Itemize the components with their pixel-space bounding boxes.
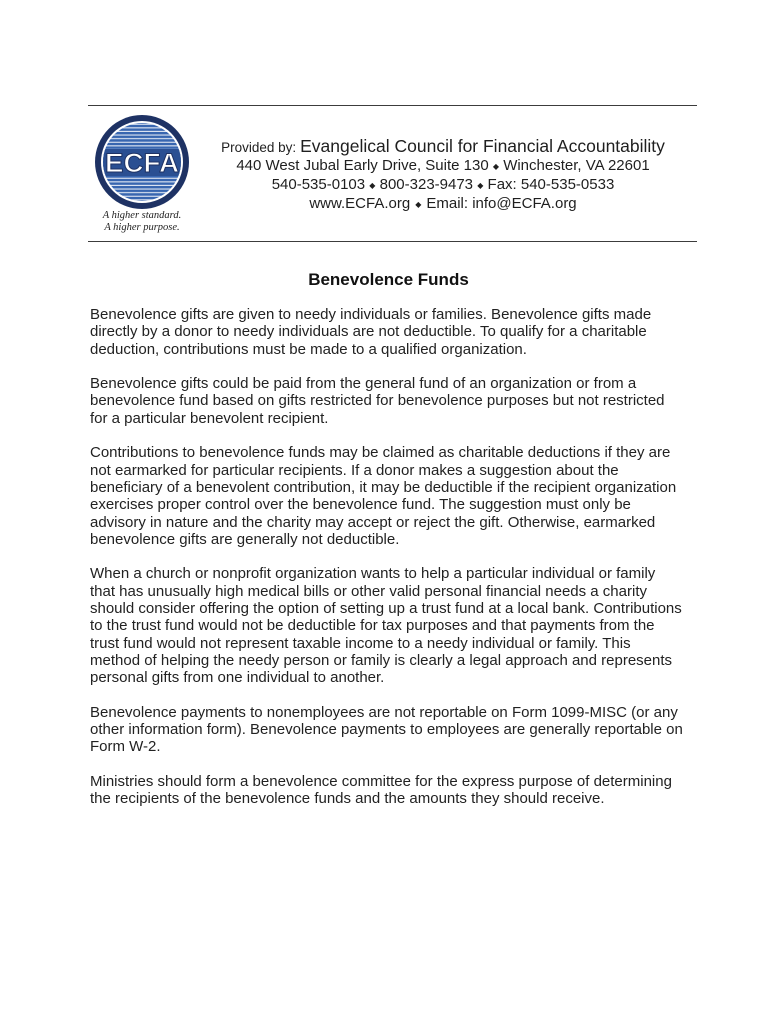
- tagline-line: A higher purpose.: [104, 222, 180, 233]
- paragraph-line: personal gifts from one individual to another.: [90, 669, 385, 687]
- street-address: 440 West Jubal Early Drive, Suite 130: [236, 157, 489, 174]
- diamond-separator: ◆: [415, 200, 422, 209]
- diamond-separator: ◆: [369, 181, 376, 190]
- document-title: Benevolence Funds: [308, 270, 469, 289]
- address-line: [200, 156, 686, 175]
- paragraph: [90, 565, 710, 686]
- toll-free-number: 800-323-9473: [379, 176, 474, 193]
- provider-line: [200, 137, 686, 156]
- paragraph-line: benevolence gifts are generally not deductible.: [90, 530, 400, 548]
- paragraph-line: exercises proper control over the benevolence fund. The suggestion must only be: [90, 496, 631, 514]
- ecfa-logo: [94, 114, 190, 210]
- paragraph-line: benevolence fund based on gifts restricted for benevolence purposes but not restricted: [90, 392, 665, 410]
- header-bottom-rule: [88, 241, 697, 242]
- paragraph-line: Form W-2.: [90, 738, 161, 756]
- paragraph: [90, 375, 710, 427]
- web-line: [200, 194, 686, 213]
- paragraph-line: for a particular benevolent recipient.: [90, 409, 329, 427]
- paragraph-line: beneficiary of a benevolent contribution, it may be deductible if the recipient organization: [90, 478, 677, 496]
- paragraph-line: deduction, contributions must be made to a qualified organization.: [90, 340, 527, 358]
- phone-number: 540-535-0103: [271, 176, 366, 193]
- provided-by-label: Provided by:: [221, 140, 297, 155]
- paragraph-line: advisory in nature and the charity may accept or reject the gift. Otherwise, earmarked: [90, 513, 656, 531]
- header-top-rule: [88, 105, 697, 106]
- website: www.ECFA.org: [309, 195, 411, 212]
- paragraph-line: the recipients of the benevolence funds and the amounts they should receive.: [90, 790, 605, 808]
- paragraph-line: that has unusually high medical bills or other valid personal financial needs a charity: [90, 582, 647, 600]
- phone-line: [200, 175, 686, 194]
- fax-number: Fax: 540-535-0533: [487, 176, 615, 193]
- paragraph-line: directly by a donor to needy individuals are not deductible. To qualify for a charitable: [90, 323, 647, 341]
- paragraph: [90, 773, 710, 808]
- tagline-line: A higher standard.: [102, 210, 182, 221]
- paragraph-line: method of helping the needy person or family is clearly a legal approach and represents: [90, 651, 673, 669]
- paragraph-line: trust fund would not represent taxable income to a needy individual or family. This: [90, 634, 631, 652]
- diamond-separator: ◆: [492, 162, 500, 171]
- paragraph-line: Benevolence payments to nonemployees are not reportable on Form 1099-MISC (or any: [90, 703, 678, 721]
- paragraph-line: should consider offering the option of setting up a trust fund at a local bank. Contributions: [90, 600, 682, 618]
- paragraph-line: other information form). Benevolence payments to employees are generally reportable on: [90, 721, 683, 739]
- document-body: [90, 306, 710, 825]
- paragraph-line: not earmarked for particular recipients. If a donor makes a suggestion about the: [90, 461, 619, 479]
- paragraph-line: Benevolence gifts are given to needy individuals or families. Benevolence gifts made: [90, 306, 652, 323]
- diamond-separator: ◆: [477, 181, 484, 190]
- logo-tagline: [89, 210, 195, 234]
- city-state-zip: Winchester, VA 22601: [503, 157, 650, 174]
- paragraph: [90, 444, 710, 548]
- logo-wordmark: ECFA: [105, 148, 179, 178]
- paragraph-line: When a church or nonprofit organization wants to help a particular individual or family: [90, 565, 656, 583]
- paragraph-line: Contributions to benevolence funds may be claimed as charitable deductions if they are: [90, 444, 671, 462]
- paragraph-line: Benevolence gifts could be paid from the general fund of an organization or from a: [90, 375, 637, 393]
- paragraph-line: to the trust fund would not be deductible for tax purposes and that payments from the: [90, 617, 655, 635]
- email-address: Email: info@ECFA.org: [426, 195, 577, 212]
- paragraph: [90, 306, 710, 358]
- paragraph-line: Ministries should form a benevolence committee for the express purpose of determining: [90, 773, 672, 791]
- organization-name: Evangelical Council for Financial Accountability: [300, 136, 665, 156]
- contact-block: [200, 137, 686, 213]
- paragraph: [90, 704, 710, 756]
